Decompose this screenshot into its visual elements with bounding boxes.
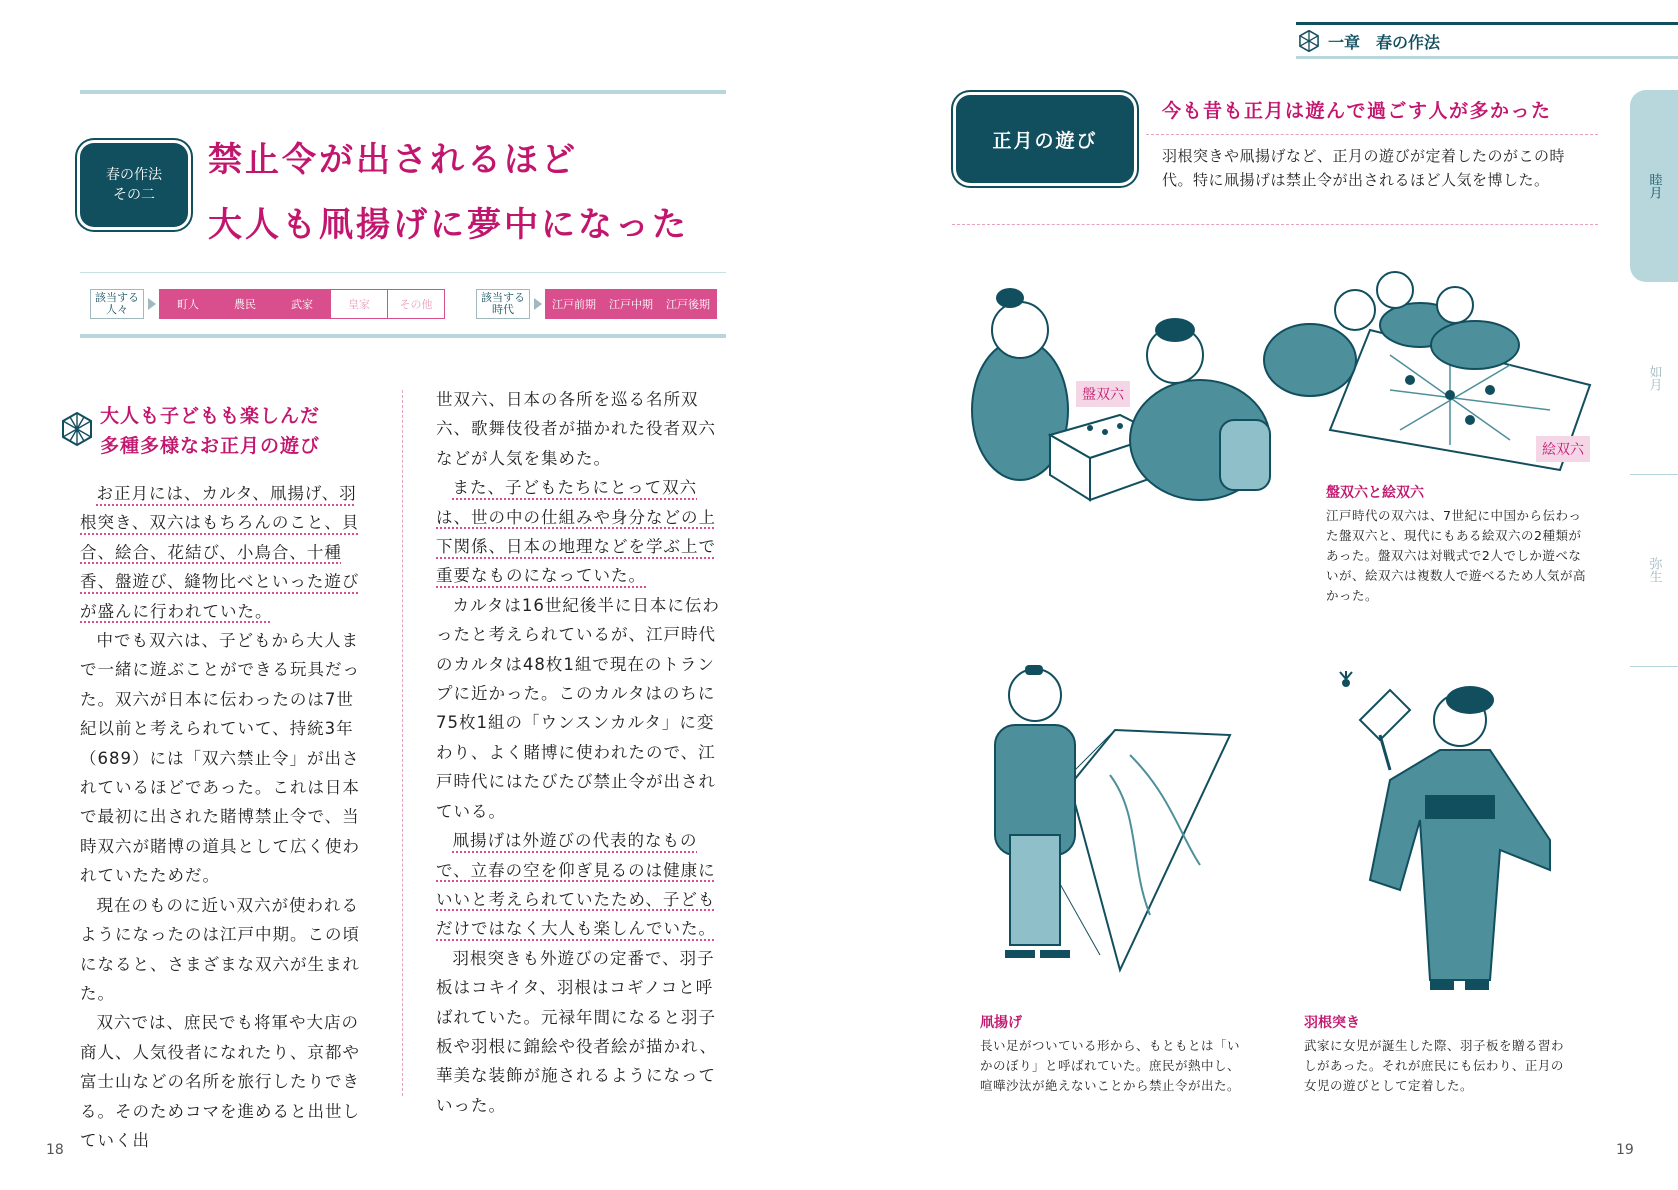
paragraph: 羽根突きも外遊びの定番で、羽子板はコキイタ、羽根はコギノコと呼ばれていた。元禄年間になると羽子板や羽根に錦絵や役者絵が描かれ、華美な装飾が施されるようになっていった。	[436, 948, 717, 1115]
paragraph: カルタは16世紀後半に日本に伝わったと考えられているが、江戸時代のカルタは48枚1組で現在のトランプに近かった。このカルタはのちに75枚1組の「ウンスンカルタ」に変わり、よく賭博に使われたので、江戸時代にはたびたび禁止令が出されている。	[436, 595, 720, 821]
topic-headline: 今も昔も正月は遊んで過ごす人が多かった	[1162, 100, 1552, 122]
hanetsuki-illustration	[1330, 670, 1570, 1000]
caption-sugoroku-title: 盤双六と絵双六	[1326, 485, 1424, 501]
month-tab-yayoi[interactable]: 弥生	[1630, 474, 1678, 667]
page-title	[208, 132, 689, 246]
caption-tako-body: 長い足がついている形から、もともとは「いかのぼり」と呼ばれていた。庶民が熱中し、喧嘩沙汰が絶えないことから禁止令が出た。	[980, 1038, 1241, 1093]
caption-sugoroku	[1326, 482, 1586, 606]
tag-noumin: 農民	[216, 289, 274, 319]
tags-people-label: 該当する 人々	[90, 289, 144, 319]
arrow-icon	[534, 298, 542, 310]
kite-illustration	[980, 665, 1250, 985]
paragraph: 中でも双六は、子どもから大人まで一緒に遊ぶことができる玩具だった。双六が日本に伝わったのは7世紀以前と考えられていて、持統3年（689）には「双六禁止令」が出されているほどであった。これは日本で最初に出された賭博禁止令で、当時双六が賭博の道具として広く使われていたためだ。	[80, 631, 360, 886]
tags-era	[476, 289, 717, 319]
chapter-rule-bottom	[1296, 56, 1678, 59]
caption-hane-title: 羽根突き	[1304, 1015, 1360, 1031]
body-column-2	[436, 385, 726, 1120]
title-line2: 大人も凧揚げに夢中になった	[208, 205, 689, 245]
paragraph: 世双六、日本の各所を巡る名所双六、歌舞伎役者が描かれた役者双六などが人気を集めた。	[436, 390, 716, 468]
tag-kouke: 皇家	[330, 289, 388, 319]
paragraph: また、子どもたちにとって双六は、世の中の仕組みや身分などの上下関係、日本の地理などを学ぶ上で重要なものになっていた。	[436, 478, 716, 586]
badge-e-sugoroku: 絵双六	[1536, 436, 1590, 462]
top-rule	[80, 90, 726, 94]
topic-label: 正月の遊び	[956, 95, 1134, 183]
tags-era-label: 該当する 時代	[476, 289, 530, 319]
tag-buke: 武家	[273, 289, 331, 319]
paragraph: お正月には、カルタ、凧揚げ、羽根突き、双六はもちろんのこと、貝合、絵合、花結び、小鳥合、十種香、盤遊び、縫物比べといった遊びが盛んに行われていた。	[80, 484, 360, 621]
tag-divider-top	[80, 272, 726, 273]
tag-chounin: 町人	[159, 289, 217, 319]
asanoha-icon	[60, 412, 94, 446]
subheading-line1: 大人も子どもも楽しんだ	[100, 405, 321, 427]
page-number-left: 18	[46, 1142, 64, 1158]
month-tabs	[1630, 90, 1678, 680]
page-number-right: 19	[1616, 1142, 1634, 1158]
paragraph: 双六では、庶民でも将軍や大店の商人、人気役者になれたり、京都や富士山などの名所を旅行したりできる。そのためコマを進めると出世していく出	[80, 1013, 360, 1150]
title-line1: 禁止令が出されるほど	[208, 140, 578, 180]
shuttlecock-icon	[1336, 670, 1356, 690]
column-divider	[402, 390, 403, 1096]
tag-edo-late: 江戸後期	[659, 289, 717, 319]
subheading	[100, 401, 320, 461]
tags-people	[90, 289, 445, 319]
tag-edo-mid: 江戸中期	[602, 289, 660, 319]
tag-sonota: その他	[387, 289, 445, 319]
caption-hane	[1304, 1012, 1574, 1096]
tag-rule-bottom	[80, 334, 726, 338]
intro-divider	[952, 224, 1598, 225]
caption-sugoroku-body: 江戸時代の双六は、7世紀に中国から伝わった盤双六と、現代にもある絵双六の2種類があった。盤双六は対戦式で2人でしか遊べないが、絵双六は複数人で遊べるため人気が高かった。	[1326, 508, 1587, 603]
month-tab-mutsuki[interactable]: 睦月	[1630, 90, 1678, 282]
month-tab-kisaragi[interactable]: 如月	[1630, 282, 1678, 475]
section-label-line1: 春の作法	[106, 167, 162, 183]
paragraph: 現在のものに近い双六が使われるようになったのは江戸中期。この頃になると、さまざまな双六が生まれた。	[80, 895, 360, 1003]
caption-hane-body: 武家に女児が誕生した際、羽子板を贈る習わしがあった。それが庶民にも伝わり、正月の女児の遊びとして定着した。	[1304, 1038, 1565, 1093]
chapter-header	[1296, 22, 1678, 56]
asanoha-icon	[1298, 30, 1320, 52]
arrow-icon	[148, 298, 156, 310]
subheading-line2: 多種多様なお正月の遊び	[100, 435, 321, 457]
caption-tako	[980, 1012, 1250, 1096]
headline-divider	[1146, 134, 1598, 135]
body-column-1	[80, 479, 370, 1155]
chapter-rule	[1296, 22, 1678, 25]
paragraph: 凧揚げは外遊びの代表的なもので、立春の空を仰ぎ見るのは健康にいいと考えられていたため、子どもだけではなく大人も楽しんでいた。	[436, 831, 716, 939]
section-label	[80, 143, 188, 227]
topic-intro: 羽根突きや凧揚げなど、正月の遊びが定着したのがこの時代。特に凧揚げは禁止令が出されるほど人気を博した。	[1162, 147, 1566, 189]
caption-tako-title: 凧揚げ	[980, 1015, 1022, 1031]
badge-ban-sugoroku: 盤双六	[1076, 381, 1130, 407]
tag-edo-early: 江戸前期	[545, 289, 603, 319]
section-label-line2: その二	[113, 187, 155, 203]
chapter-title: 一章 春の作法	[1328, 33, 1441, 52]
